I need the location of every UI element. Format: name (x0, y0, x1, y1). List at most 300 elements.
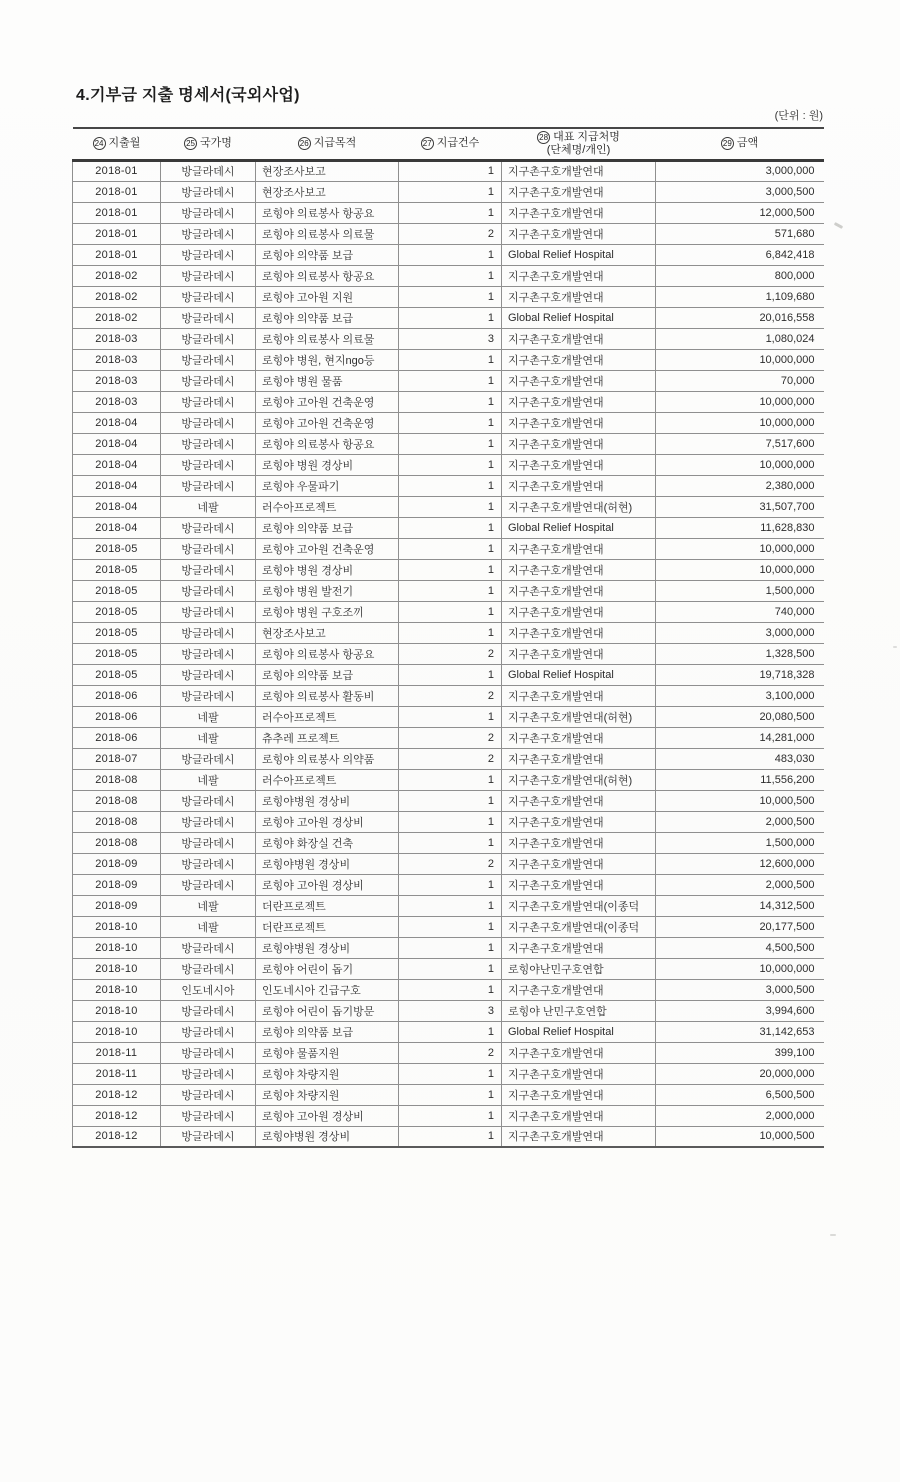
cell-amount: 20,177,500 (656, 916, 824, 937)
cell-expense-month: 2018-05 (73, 622, 161, 643)
table-row (73, 769, 824, 790)
table-body (73, 160, 824, 1147)
cell-purpose: 로힝야 의료봉사 항공요 (256, 643, 399, 664)
cell-purpose: 로힝야 병원 물품 (256, 370, 399, 391)
cell-country: 방글라데시 (161, 958, 256, 979)
cell-payment-count: 2 (399, 1042, 502, 1063)
cell-amount: 3,000,000 (656, 160, 824, 181)
cell-payee: 지구촌구호개발연대 (502, 160, 656, 181)
circled-number-27-icon: 27 (421, 137, 434, 150)
cell-payee: 지구촌구호개발연대 (502, 370, 656, 391)
cell-payment-count: 2 (399, 853, 502, 874)
cell-payee: 지구촌구호개발연대(이종덕 (502, 895, 656, 916)
cell-country: 방글라데시 (161, 475, 256, 496)
scan-artifact (834, 222, 843, 229)
cell-purpose: 로힝야 의료봉사 의료물 (256, 328, 399, 349)
cell-country: 방글라데시 (161, 748, 256, 769)
column-header-country (161, 128, 256, 160)
cell-country: 방글라데시 (161, 685, 256, 706)
cell-payment-count: 1 (399, 622, 502, 643)
cell-payee: Global Relief Hospital (502, 517, 656, 538)
cell-country: 방글라데시 (161, 1105, 256, 1126)
cell-purpose: 로힝야 어린이 돕기 (256, 958, 399, 979)
cell-expense-month: 2018-10 (73, 916, 161, 937)
cell-payment-count: 1 (399, 895, 502, 916)
cell-amount: 14,312,500 (656, 895, 824, 916)
cell-payee: Global Relief Hospital (502, 664, 656, 685)
cell-payee: 지구촌구호개발연대 (502, 412, 656, 433)
cell-payee: 지구촌구호개발연대 (502, 1042, 656, 1063)
cell-country: 방글라데시 (161, 832, 256, 853)
table-row (73, 748, 824, 769)
cell-payment-count: 1 (399, 496, 502, 517)
cell-payment-count: 2 (399, 223, 502, 244)
cell-payee: 지구촌구호개발연대 (502, 601, 656, 622)
cell-expense-month: 2018-08 (73, 769, 161, 790)
cell-amount: 1,328,500 (656, 643, 824, 664)
cell-payee: 지구촌구호개발연대 (502, 433, 656, 454)
cell-country: 인도네시아 (161, 979, 256, 1000)
cell-payment-count: 2 (399, 748, 502, 769)
cell-expense-month: 2018-10 (73, 1021, 161, 1042)
cell-payment-count: 1 (399, 1126, 502, 1147)
table-row (73, 244, 824, 265)
cell-amount: 10,000,000 (656, 538, 824, 559)
cell-expense-month: 2018-03 (73, 328, 161, 349)
cell-payment-count: 2 (399, 643, 502, 664)
cell-amount: 3,994,600 (656, 1000, 824, 1021)
cell-payee: 로힝야난민구호연합 (502, 958, 656, 979)
cell-purpose: 로힝야 어린이 돕기방문 (256, 1000, 399, 1021)
table-row (73, 286, 824, 307)
cell-expense-month: 2018-11 (73, 1063, 161, 1084)
table-row (73, 391, 824, 412)
cell-payment-count: 1 (399, 370, 502, 391)
cell-purpose: 로힝야 의료봉사 의약품 (256, 748, 399, 769)
cell-expense-month: 2018-09 (73, 874, 161, 895)
table-row (73, 601, 824, 622)
cell-country: 방글라데시 (161, 811, 256, 832)
table-row (73, 811, 824, 832)
cell-country: 방글라데시 (161, 286, 256, 307)
cell-payee: 지구촌구호개발연대 (502, 580, 656, 601)
cell-amount: 1,500,000 (656, 580, 824, 601)
cell-amount: 740,000 (656, 601, 824, 622)
cell-payment-count: 1 (399, 286, 502, 307)
cell-payee: 지구촌구호개발연대 (502, 349, 656, 370)
cell-payment-count: 1 (399, 580, 502, 601)
cell-payee: 지구촌구호개발연대 (502, 181, 656, 202)
table-row (73, 1042, 824, 1063)
table-row (73, 538, 824, 559)
cell-payee: 지구촌구호개발연대 (502, 1063, 656, 1084)
cell-amount: 800,000 (656, 265, 824, 286)
cell-payment-count: 1 (399, 916, 502, 937)
cell-purpose: 로힝야 고아원 경상비 (256, 874, 399, 895)
cell-country: 네팔 (161, 895, 256, 916)
cell-purpose: 러수아프로젝트 (256, 706, 399, 727)
cell-payee: 지구촌구호개발연대 (502, 790, 656, 811)
cell-payment-count: 1 (399, 790, 502, 811)
cell-country: 방글라데시 (161, 559, 256, 580)
cell-payee: 지구촌구호개발연대 (502, 748, 656, 769)
cell-purpose: 로힝야 의약품 보급 (256, 307, 399, 328)
cell-payment-count: 1 (399, 517, 502, 538)
cell-payee: 지구촌구호개발연대 (502, 937, 656, 958)
table-row (73, 1000, 824, 1021)
table-row (73, 727, 824, 748)
cell-country: 방글라데시 (161, 1084, 256, 1105)
table-row (73, 664, 824, 685)
cell-expense-month: 2018-10 (73, 979, 161, 1000)
cell-expense-month: 2018-08 (73, 790, 161, 811)
cell-country: 방글라데시 (161, 454, 256, 475)
cell-amount: 4,500,500 (656, 937, 824, 958)
circled-number-26-icon: 26 (298, 137, 311, 150)
cell-expense-month: 2018-04 (73, 412, 161, 433)
cell-country: 네팔 (161, 706, 256, 727)
cell-purpose: 더란프로젝트 (256, 895, 399, 916)
cell-country: 방글라데시 (161, 181, 256, 202)
cell-expense-month: 2018-12 (73, 1105, 161, 1126)
cell-payee: 지구촌구호개발연대(허현) (502, 769, 656, 790)
cell-payee: 지구촌구호개발연대 (502, 622, 656, 643)
cell-payee: 지구촌구호개발연대(허현) (502, 706, 656, 727)
cell-purpose: 로힝야 의료봉사 항공요 (256, 265, 399, 286)
cell-payee: 지구촌구호개발연대 (502, 202, 656, 223)
cell-expense-month: 2018-06 (73, 685, 161, 706)
cell-purpose: 로힝야 차량지원 (256, 1063, 399, 1084)
cell-purpose: 로힝야 병원 구호조끼 (256, 601, 399, 622)
table-row (73, 265, 824, 286)
cell-country: 네팔 (161, 496, 256, 517)
cell-payee: 지구촌구호개발연대 (502, 454, 656, 475)
column-header-payee (502, 128, 656, 160)
cell-amount: 399,100 (656, 1042, 824, 1063)
cell-country: 방글라데시 (161, 580, 256, 601)
cell-payment-count: 1 (399, 307, 502, 328)
circled-number-28-icon: 28 (537, 131, 550, 144)
table-row (73, 1126, 824, 1147)
cell-payee: 지구촌구호개발연대 (502, 874, 656, 895)
cell-expense-month: 2018-02 (73, 307, 161, 328)
cell-payee: 지구촌구호개발연대 (502, 643, 656, 664)
cell-country: 방글라데시 (161, 664, 256, 685)
table-row (73, 517, 824, 538)
cell-payee: Global Relief Hospital (502, 1021, 656, 1042)
cell-country: 방글라데시 (161, 937, 256, 958)
cell-expense-month: 2018-03 (73, 349, 161, 370)
cell-country: 방글라데시 (161, 517, 256, 538)
cell-expense-month: 2018-01 (73, 223, 161, 244)
cell-purpose: 로힝야 고아원 건축운영 (256, 391, 399, 412)
cell-payment-count: 1 (399, 244, 502, 265)
cell-expense-month: 2018-09 (73, 853, 161, 874)
cell-country: 방글라데시 (161, 601, 256, 622)
cell-expense-month: 2018-12 (73, 1084, 161, 1105)
cell-payee: 지구촌구호개발연대(허현) (502, 496, 656, 517)
cell-payment-count: 1 (399, 454, 502, 475)
cell-country: 방글라데시 (161, 349, 256, 370)
cell-amount: 6,842,418 (656, 244, 824, 265)
cell-expense-month: 2018-03 (73, 391, 161, 412)
table-row (73, 370, 824, 391)
column-label: 지급목적 (313, 137, 357, 150)
cell-payment-count: 1 (399, 664, 502, 685)
cell-country: 방글라데시 (161, 1042, 256, 1063)
cell-amount: 10,000,500 (656, 1126, 824, 1147)
cell-country: 방글라데시 (161, 874, 256, 895)
cell-country: 방글라데시 (161, 391, 256, 412)
cell-country: 방글라데시 (161, 1063, 256, 1084)
cell-amount: 20,080,500 (656, 706, 824, 727)
cell-purpose: 로힝야 병원 발전기 (256, 580, 399, 601)
cell-purpose: 로힝야 의약품 보급 (256, 244, 399, 265)
cell-country: 방글라데시 (161, 244, 256, 265)
table-header (73, 128, 824, 160)
cell-purpose: 츄추레 프로젝트 (256, 727, 399, 748)
cell-amount: 3,100,000 (656, 685, 824, 706)
column-label-line2: (단체명/개인) (546, 144, 611, 156)
scan-artifact (893, 646, 897, 648)
cell-payment-count: 1 (399, 1021, 502, 1042)
cell-country: 방글라데시 (161, 622, 256, 643)
cell-expense-month: 2018-10 (73, 1000, 161, 1021)
cell-purpose: 러수아프로젝트 (256, 496, 399, 517)
column-label: 국가명 (200, 137, 232, 150)
cell-payment-count: 2 (399, 727, 502, 748)
cell-payment-count: 1 (399, 937, 502, 958)
table-row (73, 958, 824, 979)
cell-country: 방글라데시 (161, 853, 256, 874)
cell-payee: 지구촌구호개발연대 (502, 1105, 656, 1126)
cell-country: 네팔 (161, 916, 256, 937)
cell-amount: 10,000,000 (656, 412, 824, 433)
table-row (73, 1084, 824, 1105)
circled-number-24-icon: 24 (93, 137, 106, 150)
cell-amount: 11,628,830 (656, 517, 824, 538)
cell-purpose: 로힝야병원 경상비 (256, 937, 399, 958)
scan-artifact (830, 1234, 836, 1236)
cell-payee: 지구촌구호개발연대 (502, 685, 656, 706)
cell-amount: 3,000,500 (656, 181, 824, 202)
circled-number-29-icon: 29 (721, 137, 734, 150)
cell-payment-count: 1 (399, 832, 502, 853)
cell-country: 네팔 (161, 727, 256, 748)
cell-purpose: 러수아프로젝트 (256, 769, 399, 790)
table-row (73, 979, 824, 1000)
column-header-payment-count (399, 128, 502, 160)
table-row (73, 433, 824, 454)
table-row (73, 622, 824, 643)
table-row (73, 895, 824, 916)
cell-amount: 2,000,000 (656, 1105, 824, 1126)
cell-payment-count: 1 (399, 601, 502, 622)
unit-note: (단위 : 원) (774, 110, 823, 122)
cell-expense-month: 2018-02 (73, 265, 161, 286)
cell-purpose: 로힝야 화장실 건축 (256, 832, 399, 853)
table-row (73, 853, 824, 874)
cell-amount: 19,718,328 (656, 664, 824, 685)
cell-purpose: 로힝야병원 경상비 (256, 1126, 399, 1147)
cell-country: 방글라데시 (161, 790, 256, 811)
cell-expense-month: 2018-05 (73, 643, 161, 664)
cell-expense-month: 2018-04 (73, 496, 161, 517)
cell-amount: 3,000,500 (656, 979, 824, 1000)
cell-payee: 지구촌구호개발연대 (502, 328, 656, 349)
cell-payment-count: 1 (399, 1063, 502, 1084)
cell-amount: 2,380,000 (656, 475, 824, 496)
table-row (73, 685, 824, 706)
cell-payment-count: 1 (399, 181, 502, 202)
cell-country: 방글라데시 (161, 307, 256, 328)
cell-expense-month: 2018-02 (73, 286, 161, 307)
cell-purpose: 로힝야 고아원 건축운영 (256, 412, 399, 433)
table-row (73, 475, 824, 496)
table-row (73, 1105, 824, 1126)
cell-payee: 지구촌구호개발연대 (502, 559, 656, 580)
cell-expense-month: 2018-05 (73, 664, 161, 685)
table-row (73, 223, 824, 244)
table-row (73, 790, 824, 811)
page-title: 4.기부금 지출 명세서(국외사업) (76, 87, 300, 104)
cell-expense-month: 2018-05 (73, 559, 161, 580)
cell-payee: Global Relief Hospital (502, 307, 656, 328)
cell-payee: 지구촌구호개발연대 (502, 538, 656, 559)
cell-amount: 10,000,000 (656, 391, 824, 412)
cell-payment-count: 1 (399, 958, 502, 979)
cell-expense-month: 2018-10 (73, 958, 161, 979)
cell-expense-month: 2018-05 (73, 580, 161, 601)
cell-amount: 12,000,500 (656, 202, 824, 223)
cell-payee: 지구촌구호개발연대 (502, 853, 656, 874)
cell-purpose: 로힝야병원 경상비 (256, 790, 399, 811)
cell-amount: 12,600,000 (656, 853, 824, 874)
cell-expense-month: 2018-08 (73, 811, 161, 832)
cell-payee: Global Relief Hospital (502, 244, 656, 265)
cell-amount: 10,000,500 (656, 790, 824, 811)
column-label: 지출월 (108, 137, 141, 150)
cell-payee: 로힝야 난민구호연합 (502, 1000, 656, 1021)
cell-purpose: 인도네시아 긴급구호 (256, 979, 399, 1000)
cell-country: 네팔 (161, 769, 256, 790)
cell-purpose: 더란프로젝트 (256, 916, 399, 937)
cell-payee: 지구촌구호개발연대 (502, 391, 656, 412)
table-row (73, 937, 824, 958)
cell-amount: 1,080,024 (656, 328, 824, 349)
table-row (73, 643, 824, 664)
cell-amount: 3,000,000 (656, 622, 824, 643)
cell-purpose: 로힝야 고아원 건축운영 (256, 538, 399, 559)
table-row (73, 1021, 824, 1042)
column-header-amount (656, 128, 824, 160)
cell-payment-count: 1 (399, 874, 502, 895)
cell-amount: 2,000,500 (656, 874, 824, 895)
table-row (73, 580, 824, 601)
table-row (73, 307, 824, 328)
table-row (73, 181, 824, 202)
cell-country: 방글라데시 (161, 160, 256, 181)
table-row (73, 1063, 824, 1084)
cell-country: 방글라데시 (161, 1000, 256, 1021)
table-row (73, 874, 824, 895)
cell-purpose: 로힝야 의료봉사 의료물 (256, 223, 399, 244)
cell-amount: 10,000,000 (656, 559, 824, 580)
cell-payee: 지구촌구호개발연대 (502, 1126, 656, 1147)
cell-expense-month: 2018-09 (73, 895, 161, 916)
column-header-expense-month (73, 128, 161, 160)
cell-expense-month: 2018-04 (73, 433, 161, 454)
column-label: 금액 (736, 137, 759, 150)
cell-payee: 지구촌구호개발연대 (502, 265, 656, 286)
column-label-line1 (502, 131, 656, 144)
cell-amount: 483,030 (656, 748, 824, 769)
cell-amount: 70,000 (656, 370, 824, 391)
cell-expense-month: 2018-06 (73, 706, 161, 727)
cell-payee: 지구촌구호개발연대 (502, 979, 656, 1000)
cell-payee: 지구촌구호개발연대 (502, 727, 656, 748)
cell-payment-count: 1 (399, 769, 502, 790)
cell-amount: 10,000,000 (656, 454, 824, 475)
column-label: 대표 지급처명 (553, 131, 620, 143)
cell-purpose: 현장조사보고 (256, 622, 399, 643)
cell-purpose: 로힝야 병원, 현지ngo등 (256, 349, 399, 370)
table-row (73, 349, 824, 370)
cell-amount: 2,000,500 (656, 811, 824, 832)
table-row (73, 412, 824, 433)
cell-expense-month: 2018-06 (73, 727, 161, 748)
cell-payment-count: 1 (399, 811, 502, 832)
circled-number-25-icon: 25 (184, 137, 197, 150)
cell-purpose: 로힝야 의료봉사 활동비 (256, 685, 399, 706)
cell-payment-count: 1 (399, 160, 502, 181)
cell-purpose: 로힝야 병원 경상비 (256, 559, 399, 580)
cell-amount: 31,142,653 (656, 1021, 824, 1042)
cell-amount: 1,500,000 (656, 832, 824, 853)
cell-purpose: 로힝야 의약품 보급 (256, 517, 399, 538)
cell-purpose: 로힝야 의약품 보급 (256, 1021, 399, 1042)
cell-payment-count: 1 (399, 1084, 502, 1105)
cell-purpose: 로힝야 차량지원 (256, 1084, 399, 1105)
cell-purpose: 현장조사보고 (256, 160, 399, 181)
cell-payment-count: 1 (399, 538, 502, 559)
cell-amount: 571,680 (656, 223, 824, 244)
cell-country: 방글라데시 (161, 1021, 256, 1042)
cell-expense-month: 2018-07 (73, 748, 161, 769)
cell-amount: 11,556,200 (656, 769, 824, 790)
cell-payment-count: 2 (399, 685, 502, 706)
cell-payment-count: 1 (399, 559, 502, 580)
cell-expense-month: 2018-01 (73, 244, 161, 265)
cell-payment-count: 1 (399, 265, 502, 286)
cell-amount: 7,517,600 (656, 433, 824, 454)
cell-expense-month: 2018-05 (73, 601, 161, 622)
cell-payee: 지구촌구호개발연대 (502, 286, 656, 307)
cell-payment-count: 1 (399, 202, 502, 223)
cell-payment-count: 1 (399, 475, 502, 496)
cell-country: 방글라데시 (161, 538, 256, 559)
cell-expense-month: 2018-01 (73, 181, 161, 202)
cell-purpose: 로힝야 고아원 지원 (256, 286, 399, 307)
table-row (73, 160, 824, 181)
column-label: 지급건수 (436, 137, 480, 150)
cell-payment-count: 1 (399, 433, 502, 454)
table-row (73, 496, 824, 517)
table-row (73, 328, 824, 349)
cell-payee: 지구촌구호개발연대 (502, 832, 656, 853)
cell-payee: 지구촌구호개발연대 (502, 475, 656, 496)
cell-payee: 지구촌구호개발연대 (502, 811, 656, 832)
